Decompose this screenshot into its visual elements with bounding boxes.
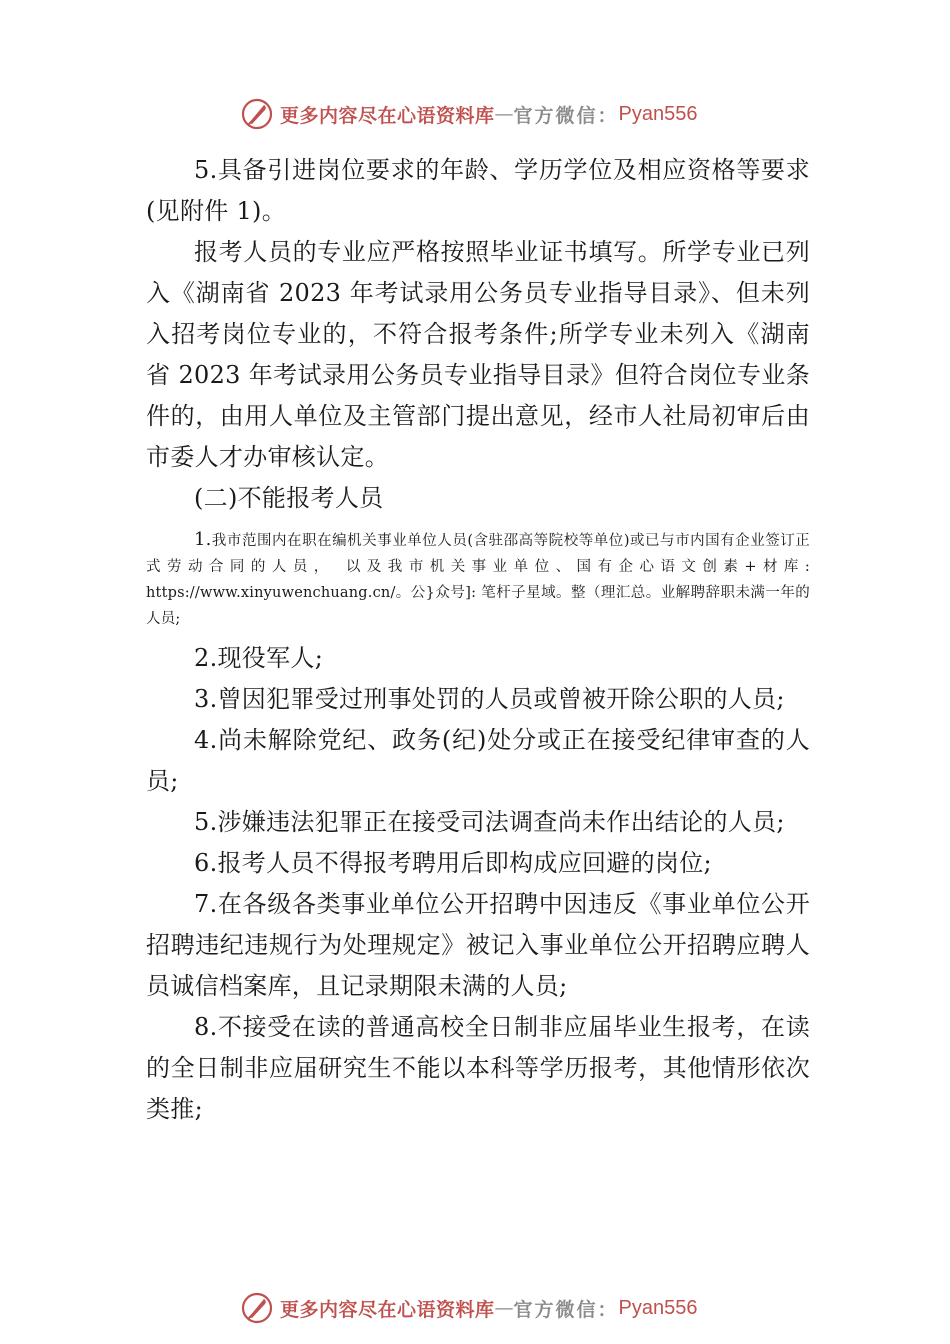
header-watermark — [240, 96, 698, 132]
watermark-brand: 更多内容尽在心语资料库 — [280, 1298, 495, 1321]
paragraph-major-rules: 报考人员的专业应严格按照毕业证书填写。所学专业已列入《湖南省 2023 年考试录用公务员专业指导目录》、但未列入招考岗位专业的，不符合报考条件;所学专业未列入《湖南省 2023 年考试录用公务员专业指导目录》但符合岗位专业条件的，由用人单位及主管部门提出意见，经市人社局初审后由市委人才办审核认定。 — [146, 238, 810, 471]
watermark-separator: — — [494, 1297, 514, 1319]
list-item-5: 5.涉嫌违法犯罪正在接受司法调查尚未作出结论的人员; — [194, 808, 785, 836]
list-item-1 — [146, 527, 810, 632]
list-item-8: 8.不接受在读的普通高校全日制非应届毕业生报考，在读的全日制非应届研究生不能以本科等学历报考，其他情形依次类推; — [146, 1013, 810, 1123]
quill-logo-icon — [240, 1291, 274, 1325]
list-item-6: 6.报考人员不得报考聘用后即构成应回避的岗位; — [194, 849, 712, 877]
paragraph-requirement-5: 5.具备引进岗位要求的年龄、学历学位及相应资格等要求(见附件 1)。 — [146, 156, 810, 225]
list-item-7: 7.在各级各类事业单位公开招聘中因违反《事业单位公开招聘违纪违规行为处理规定》被记入事业单位公开招聘应聘人员诚信档案库，且记录期限未满的人员; — [146, 890, 810, 1000]
watermark-separator: — — [494, 103, 514, 125]
watermark-wechat-id: Pyan556 — [618, 102, 698, 125]
watermark-label: 官方微信： — [513, 1298, 619, 1321]
quill-logo-icon — [240, 97, 274, 131]
document-body — [146, 150, 810, 1130]
list-item-1-number: 1. — [194, 529, 212, 550]
section-heading-ineligible: (二)不能报考人员 — [194, 484, 384, 512]
list-item-1-text: 我市范围内在职在编机关事业单位人员(含驻邵高等院校等单位)或已与市内国有企业签订正式劳动合同的人员， 以及我市机关事业单位、国有企心语文创素+材库: https://www.xinyuwenchuang.cn/。公}众号]: 笔杆子星域。整（理汇总。业解聘辞职未满一年的人员; — [146, 533, 810, 627]
list-item-2: 2.现役军人; — [194, 644, 324, 672]
watermark-label: 官方微信： — [513, 104, 619, 127]
footer-watermark — [240, 1290, 698, 1326]
watermark-wechat-id: Pyan556 — [618, 1296, 698, 1319]
watermark-brand: 更多内容尽在心语资料库 — [280, 104, 495, 127]
list-item-4: 4.尚未解除党纪、政务(纪)处分或正在接受纪律审查的人员; — [146, 726, 810, 795]
list-item-3: 3.曾因犯罪受过刑事处罚的人员或曾被开除公职的人员; — [194, 685, 785, 713]
